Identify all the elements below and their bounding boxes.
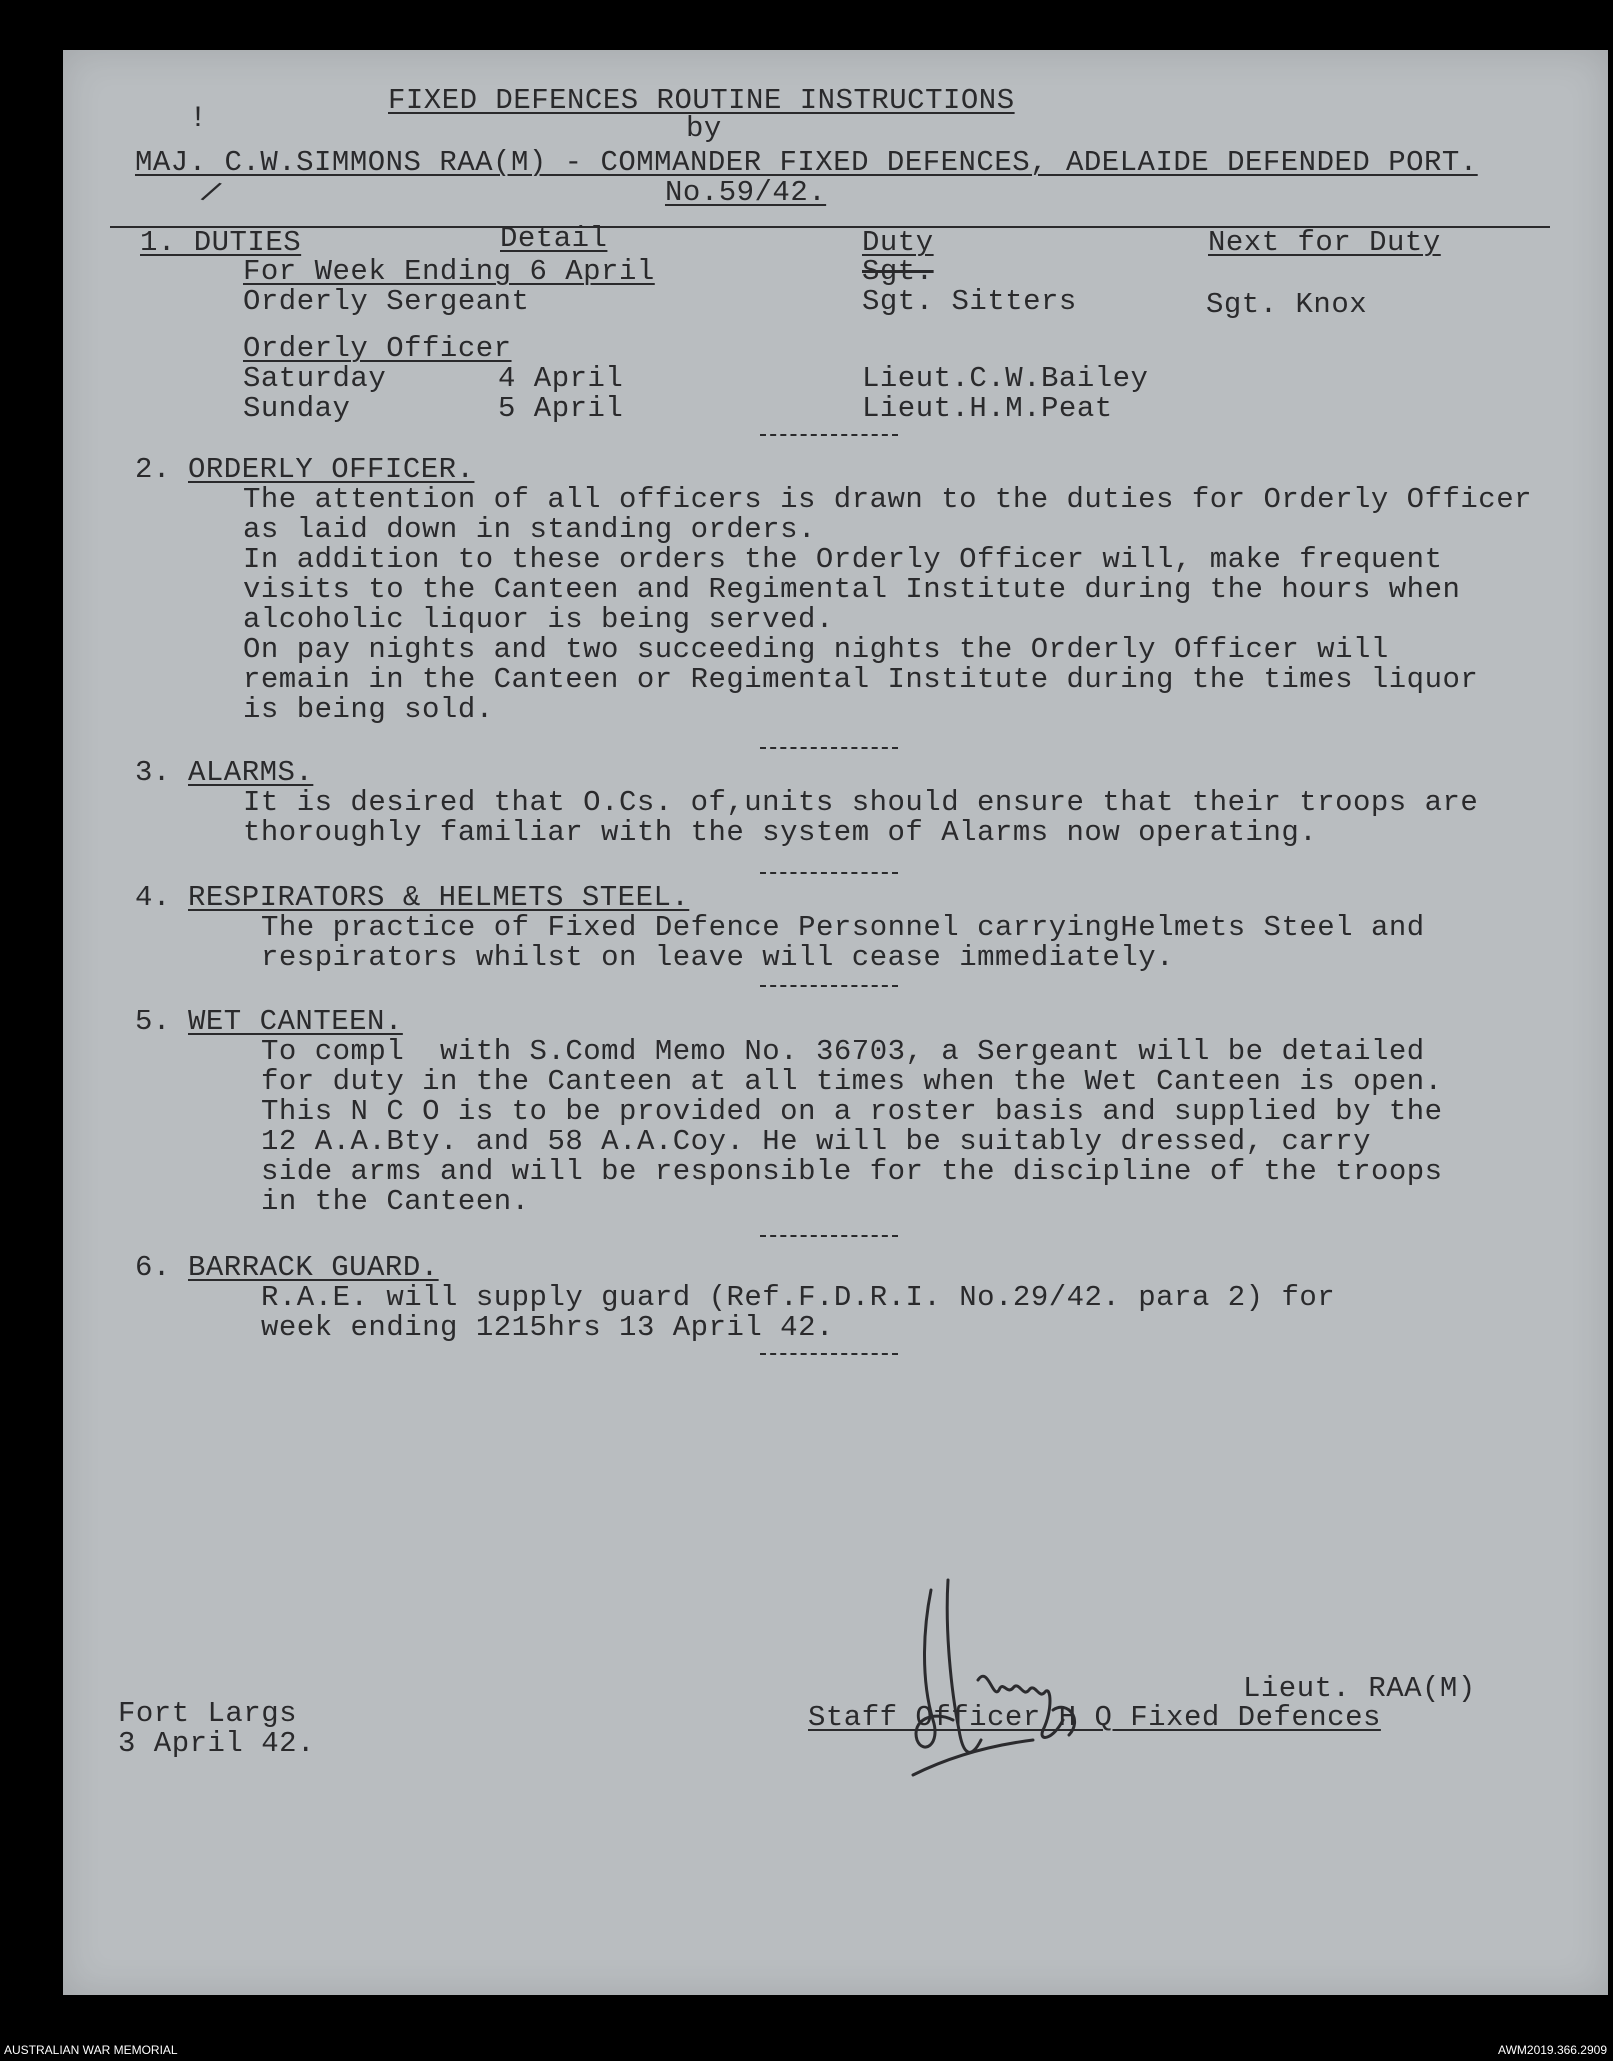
section-line: week ending 1215hrs 13 April 42. bbox=[261, 1311, 834, 1344]
section-line: In addition to these orders the Orderly Officer will, make frequent bbox=[243, 543, 1443, 576]
duty-date: 5 April bbox=[498, 392, 624, 425]
margin-mark: ! bbox=[189, 102, 208, 136]
margin-mark: / bbox=[195, 175, 225, 215]
section-separator bbox=[760, 985, 898, 987]
section-line: side arms and will be responsible for the discipline of the troops bbox=[261, 1155, 1443, 1188]
section-number: 5. bbox=[135, 1005, 171, 1038]
footer-right: AWM2019.366.2909 bbox=[1498, 2043, 1607, 2057]
orderly-sergeant-duty: Sgt. Sitters bbox=[862, 285, 1077, 318]
section-separator bbox=[760, 747, 898, 749]
duties-heading: 1. DUTIES bbox=[140, 226, 302, 259]
section-line: respirators whilst on leave will cease immediately. bbox=[261, 941, 1175, 974]
document-author: MAJ. C.W.SIMMONS RAA(M) - COMMANDER FIXED DEFENCES, ADELAIDE DEFENDED PORT. bbox=[135, 146, 1478, 179]
orderly-sergeant-label: Orderly Sergeant bbox=[243, 285, 530, 318]
section-number: 4. bbox=[135, 881, 171, 914]
handwritten-signature bbox=[893, 1570, 1123, 1780]
section-line: remain in the Canteen or Regimental Institute during the times liquor bbox=[243, 663, 1479, 696]
section-line: R.A.E. will supply guard (Ref.F.D.R.I. No.29/42. para 2) for bbox=[261, 1281, 1336, 1314]
column-next-for-duty: Next for Duty bbox=[1208, 226, 1441, 259]
orderly-sergeant-next: Sgt. Knox bbox=[1206, 288, 1368, 321]
duty-officer: Lieut.H.M.Peat bbox=[862, 392, 1113, 425]
signoff-date: 3 April 42. bbox=[118, 1727, 315, 1760]
column-detail: Detail bbox=[500, 222, 608, 255]
duty-date: 4 April bbox=[498, 362, 624, 395]
section-line: thoroughly familiar with the system of Alarms now operating. bbox=[243, 816, 1318, 849]
section-line: It is desired that O.Cs. of,units should ensure that their troops are bbox=[243, 786, 1479, 819]
signoff-title: Staff Officer H Q Fixed Defences bbox=[808, 1701, 1381, 1734]
section-line: is being sold. bbox=[243, 693, 494, 726]
section-separator bbox=[760, 872, 898, 874]
section-heading: BARRACK GUARD. bbox=[188, 1251, 439, 1284]
section-heading: WET CANTEEN. bbox=[188, 1005, 403, 1038]
document-page bbox=[63, 50, 1608, 1995]
duty-day: Saturday bbox=[243, 362, 387, 395]
week-ending: For Week Ending 6 April bbox=[243, 255, 655, 288]
duty-day: Sunday bbox=[243, 392, 351, 425]
section-number: 3. bbox=[135, 756, 171, 789]
section-line: in the Canteen. bbox=[261, 1185, 530, 1218]
section-separator bbox=[760, 434, 898, 436]
document-by: by bbox=[686, 112, 722, 145]
section-heading: ALARMS. bbox=[188, 756, 314, 789]
document-title: FIXED DEFENCES ROUTINE INSTRUCTIONS bbox=[388, 84, 1015, 117]
section-line: This N C O is to be provided on a roster basis and supplied by the bbox=[261, 1095, 1443, 1128]
section-line: The attention of all officers is drawn to the duties for Orderly Officer bbox=[243, 483, 1533, 516]
column-duty: Duty bbox=[862, 226, 934, 259]
signoff-place: Fort Largs bbox=[118, 1697, 298, 1730]
section-line: The practice of Fixed Defence Personnel carryingHelmets Steel and bbox=[261, 911, 1425, 944]
section-heading: RESPIRATORS & HELMETS STEEL. bbox=[188, 881, 690, 914]
document-number: No.59/42. bbox=[665, 176, 827, 209]
section-number: 6. bbox=[135, 1251, 171, 1284]
section-number: 2. bbox=[135, 453, 171, 486]
section-line: alcoholic liquor is being served. bbox=[243, 603, 834, 636]
footer-left: AUSTRALIAN WAR MEMORIAL bbox=[4, 2043, 178, 2057]
section-line: visits to the Canteen and Regimental Institute during the hours when bbox=[243, 573, 1461, 606]
section-line: as laid down in standing orders. bbox=[243, 513, 816, 546]
section-line: 12 A.A.Bty. and 58 A.A.Coy. He will be suitably dressed, carry bbox=[261, 1125, 1371, 1158]
orderly-officer-label: Orderly Officer bbox=[243, 332, 512, 365]
signoff-rank: Lieut. RAA(M) bbox=[1243, 1672, 1476, 1705]
section-heading: ORDERLY OFFICER. bbox=[188, 453, 475, 486]
section-line: On pay nights and two succeeding nights the Orderly Officer will bbox=[243, 633, 1389, 666]
section-line: To compl with S.Comd Memo No. 36703, a Sergeant will be detailed bbox=[261, 1035, 1425, 1068]
section-line: for duty in the Canteen at all times when the Wet Canteen is open. bbox=[261, 1065, 1443, 1098]
section-separator bbox=[760, 1235, 898, 1237]
section-separator bbox=[760, 1353, 898, 1355]
struck-text: Sgt. bbox=[862, 255, 934, 288]
duty-officer: Lieut.C.W.Bailey bbox=[862, 362, 1149, 395]
